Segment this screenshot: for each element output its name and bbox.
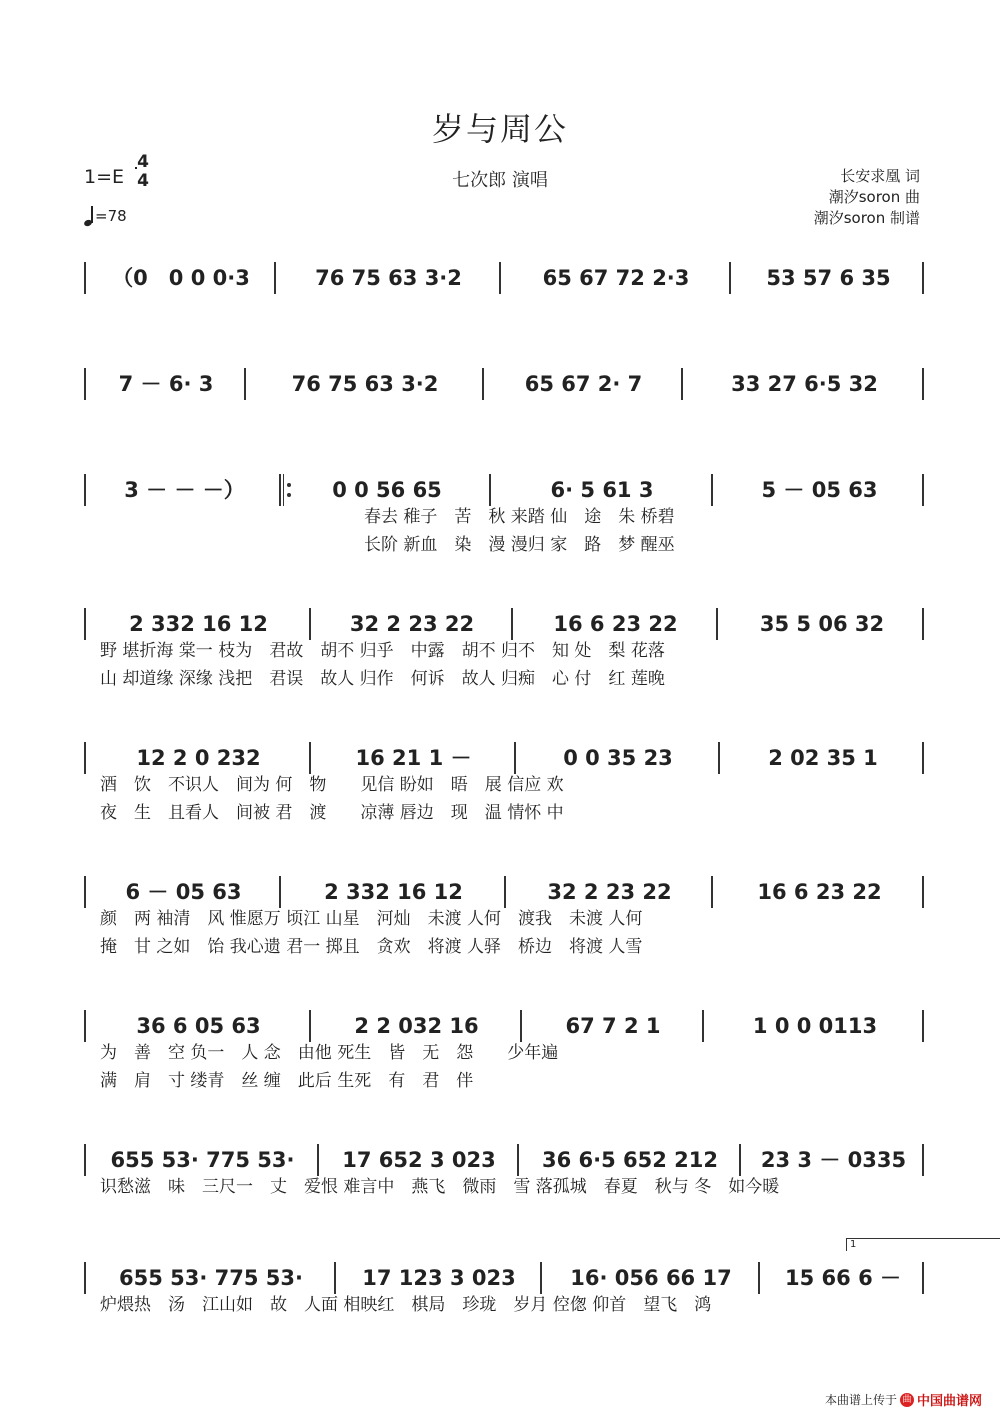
lyrics-verse-2: 掩 甘 之如 饴 我心遗 君一 掷且 贪欢 将渡 人驿 桥边 将渡 人雪 xyxy=(100,937,643,957)
lyrics-verse-2: 满 肩 寸 缕青 丝 缠 此后 生死 有 君 伴 xyxy=(100,1071,474,1091)
measure: 655 53· 775 53· xyxy=(110,1148,295,1172)
bar-line xyxy=(274,262,276,294)
measure: 16· 056 66 17 xyxy=(570,1266,732,1290)
lyrics-verse-1: 炉煨热 汤 江山如 故 人面 相映红 棋局 珍珑 岁月 倥偬 仰首 望飞 鸿 xyxy=(100,1295,712,1315)
measure: 53 57 6 35 xyxy=(766,266,891,290)
measure: 36 6 05 63 xyxy=(136,1014,261,1038)
time-sig-bottom: 4 xyxy=(137,171,149,191)
measure: 7 － 6· 3 xyxy=(118,372,214,396)
key-signature: 1=E xyxy=(84,166,125,188)
lyricist-credit: 长安求凰 词 xyxy=(840,167,920,185)
bar-line xyxy=(84,1144,86,1176)
measure: 6 － 05 63 xyxy=(125,880,242,904)
bar-line xyxy=(922,608,924,640)
lyrics-verse-2: 山 却道缘 深缘 浅把 君误 故人 归作 何诉 故人 归痴 心 付 红 莲晚 xyxy=(100,669,665,689)
measure: 2 02 35 1 xyxy=(768,746,878,770)
measure: 65 67 2· 7 xyxy=(524,372,643,396)
measure: 0 0 56 65 xyxy=(332,478,442,502)
measure: 76 75 63 3·2 xyxy=(291,372,439,396)
lyrics-verse-1: 野 堪折海 棠一 枝为 君故 胡不 归乎 中露 胡不 归不 知 处 梨 花落 xyxy=(100,641,665,661)
upload-text: 本曲谱上传于 xyxy=(824,1393,897,1407)
lyrics-verse-1: 为 善 空 负一 人 念 由他 死生 皆 无 怨 少年遍 xyxy=(100,1043,559,1063)
bar-line xyxy=(922,474,924,506)
measure: 76 75 63 3·2 xyxy=(315,266,462,290)
bar-line xyxy=(482,368,484,400)
bar-line xyxy=(922,262,924,294)
site-name: 中国曲谱网 xyxy=(916,1394,982,1409)
bar-line xyxy=(716,608,718,640)
bar-line xyxy=(922,368,924,400)
measure: 65 67 72 2·3 xyxy=(542,266,690,290)
bar-line xyxy=(84,742,86,774)
lyrics-verse-1: 春去 稚子 苦 秋 来踏 仙 途 朱 桥碧 xyxy=(364,507,675,527)
measure: 16 6 23 22 xyxy=(757,880,882,904)
bar-line xyxy=(758,1262,760,1294)
site-logo-icon: 曲 xyxy=(900,1393,914,1407)
measure: 67 7 2 1 xyxy=(565,1014,661,1038)
measure: （0 0 0 0·3 xyxy=(112,266,250,290)
measure: 33 27 6·5 32 xyxy=(731,372,878,396)
repeat-sign xyxy=(279,474,289,506)
measure: 0 0 35 23 xyxy=(563,746,673,770)
bar-line xyxy=(84,262,86,294)
staff-line xyxy=(84,248,924,304)
bar-line xyxy=(922,1262,924,1294)
time-sig-top: 4 xyxy=(137,152,149,172)
bar-line xyxy=(84,608,86,640)
bar-line xyxy=(84,368,86,400)
page-title: 岁与周公 xyxy=(431,110,568,148)
measure: 16 6 23 22 xyxy=(553,612,678,636)
measure: 2 332 16 12 xyxy=(324,880,463,904)
measure: 17 123 3 023 xyxy=(362,1266,516,1290)
lyrics-verse-2: 夜 生 且看人 间被 君 渡 凉薄 唇边 现 温 情怀 中 xyxy=(100,803,564,823)
bar-line xyxy=(711,876,713,908)
measure: 12 2 0 232 xyxy=(136,746,261,770)
bar-line xyxy=(681,368,683,400)
measure: 3 － － －） xyxy=(124,478,245,502)
measure: 655 53· 775 53· xyxy=(118,1266,303,1290)
bar-line xyxy=(84,474,86,506)
bar-line xyxy=(711,474,713,506)
bar-line xyxy=(922,742,924,774)
bar-line xyxy=(922,876,924,908)
footer xyxy=(825,1390,982,1409)
lyrics-verse-2: 长阶 新血 染 漫 漫归 家 路 梦 醒巫 xyxy=(364,535,675,555)
bar-line xyxy=(499,262,501,294)
tempo-marking xyxy=(84,206,127,226)
measure: 32 2 23 22 xyxy=(349,612,475,636)
measure: 2 332 16 12 xyxy=(129,612,268,636)
measure: 16 21 1 － xyxy=(355,746,472,770)
bar-line xyxy=(702,1010,704,1042)
credits-block xyxy=(814,166,920,229)
volta-bracket: 1 xyxy=(846,1238,1000,1251)
bar-line xyxy=(922,1144,924,1176)
tempo-value: =78 xyxy=(95,207,127,225)
composer-credit: 潮汐soron 曲 xyxy=(828,188,920,206)
measure: 6· 5 61 3 xyxy=(550,478,654,502)
measure: 2 2 032 16 xyxy=(354,1014,479,1038)
bar-line xyxy=(922,1010,924,1042)
measure: 32 2 23 22 xyxy=(547,880,672,904)
bar-line xyxy=(244,368,246,400)
measure: 36 6·5 652 212 xyxy=(541,1148,719,1172)
measure: 15 66 6 － xyxy=(785,1266,901,1290)
quarter-note-icon xyxy=(84,206,93,226)
bar-line xyxy=(729,262,731,294)
bar-line xyxy=(84,876,86,908)
measure: 5 － 05 63 xyxy=(761,478,878,502)
arranger-credit: 潮汐soron 制谱 xyxy=(813,209,920,227)
staff-line xyxy=(84,354,924,410)
measure: 23 3 － 0335 xyxy=(760,1148,907,1172)
lyrics-verse-1: 颜 两 袖清 风 惟愿万 顷江 山星 河灿 未渡 人何 渡我 未渡 人何 xyxy=(100,909,643,929)
measure: 35 5 06 32 xyxy=(759,612,885,636)
lyrics-verse-1: 识愁滋 味 三尺一 丈 爱恨 难言中 燕飞 微雨 雪 落孤城 春夏 秋与 冬 如今暖 xyxy=(100,1177,780,1197)
lyrics-verse-1: 酒 饮 不识人 间为 何 物 见信 盼如 晤 展 信应 欢 xyxy=(100,775,564,795)
bar-line xyxy=(718,742,720,774)
singer-credit: 七次郎 演唱 xyxy=(452,170,548,191)
bar-line xyxy=(84,1262,86,1294)
measure: 17 652 3 023 xyxy=(342,1148,496,1172)
bar-line xyxy=(84,1010,86,1042)
measure: 1 0 0 0113 xyxy=(752,1014,878,1038)
